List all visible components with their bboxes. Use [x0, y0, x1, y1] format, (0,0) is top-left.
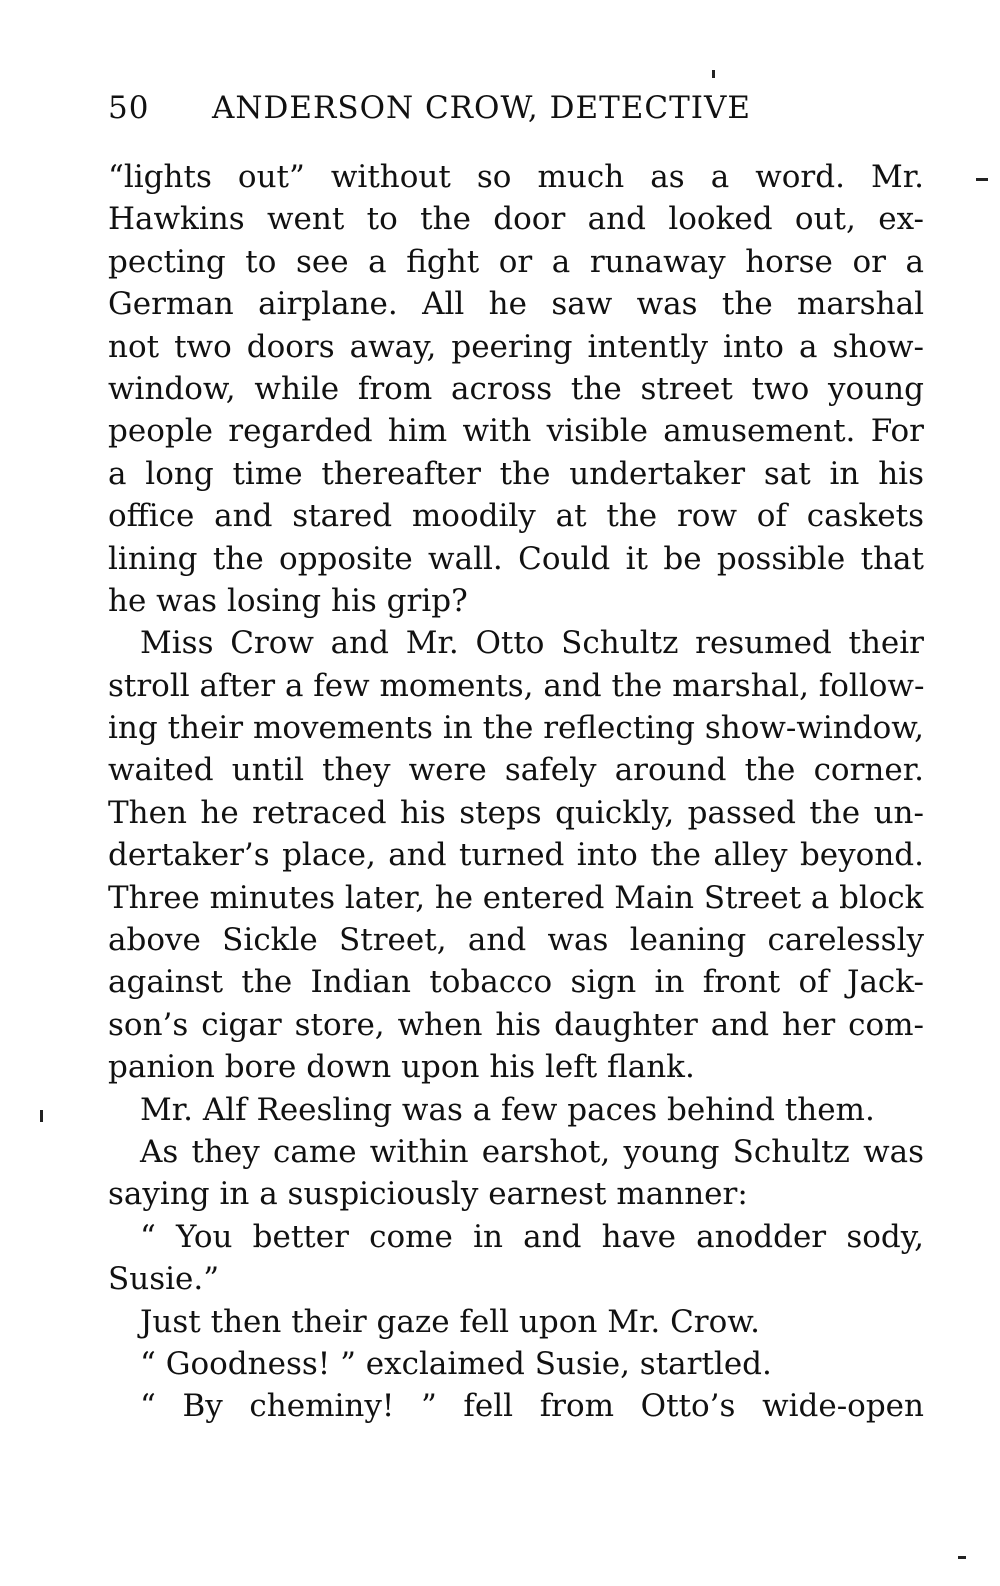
text-line: saying in a suspiciously earnest manner:	[108, 1176, 748, 1213]
text-line: “lights out” without so much as a word. Mr.	[108, 159, 924, 195]
running-title: ANDERSON CROW, DETECTIVE	[212, 90, 752, 126]
text-line: above Sickle Street, and was leaning carelessly	[108, 922, 924, 959]
text-line: pecting to see a fight or a runaway horse or a	[108, 243, 924, 280]
text-line: Susie.”	[108, 1261, 220, 1298]
body-text	[108, 156, 924, 1428]
text-line: not two doors away, peering intently into a show-	[108, 328, 924, 365]
text-line: dertaker’s place, and turned into the alley beyond.	[108, 837, 924, 874]
scan-speck	[40, 1110, 43, 1122]
text-line: As they came within earshot, young Schultz was	[140, 1133, 924, 1170]
text-line: against the Indian tobacco sign in front of Jack-	[108, 964, 924, 1001]
text-line: people regarded him with visible amusement. For	[108, 413, 924, 450]
text-line: Just then their gaze fell upon Mr. Crow.	[140, 1303, 760, 1340]
text-line: window, while from across the street two young	[108, 370, 924, 407]
text-line: son’s cigar store, when his daughter and her com-	[108, 1006, 924, 1043]
text-line: Mr. Alf Reesling was a few paces behind them.	[140, 1091, 875, 1128]
text-line: Then he retraced his steps quickly, passed the un-	[108, 794, 924, 831]
running-header	[108, 86, 928, 130]
scan-speck	[976, 178, 988, 181]
text-line: Three minutes later, he entered Main Street a block	[108, 879, 924, 916]
text-line: lining the opposite wall. Could it be possible that	[108, 540, 924, 577]
scan-speck	[958, 1556, 966, 1559]
text-line: a long time thereafter the undertaker sat in his	[108, 455, 924, 492]
text-line: waited until they were safely around the corner.	[108, 752, 924, 789]
text-line: German airplane. All he saw was the marshal	[108, 286, 924, 323]
text-line: “ Goodness! ” exclaimed Susie, startled.	[140, 1345, 772, 1382]
text-line: he was losing his grip?	[108, 582, 468, 619]
text-line: panion bore down upon his left flank.	[108, 1049, 695, 1086]
text-line: “ You better come in and have anodder sody,	[140, 1218, 924, 1255]
text-line: office and stared moodily at the row of caskets	[108, 498, 924, 535]
text-line: Hawkins went to the door and looked out, ex-	[108, 201, 924, 238]
text-line: ing their movements in the reflecting show-window,	[108, 710, 924, 747]
text-line: stroll after a few moments, and the marshal, follow-	[108, 667, 925, 704]
scan-speck	[712, 70, 715, 78]
page-number: 50	[108, 90, 150, 126]
text-line: Miss Crow and Mr. Otto Schultz resumed their	[140, 625, 924, 662]
text-line: “ By cheminy! ” fell from Otto’s wide-open	[140, 1388, 924, 1425]
